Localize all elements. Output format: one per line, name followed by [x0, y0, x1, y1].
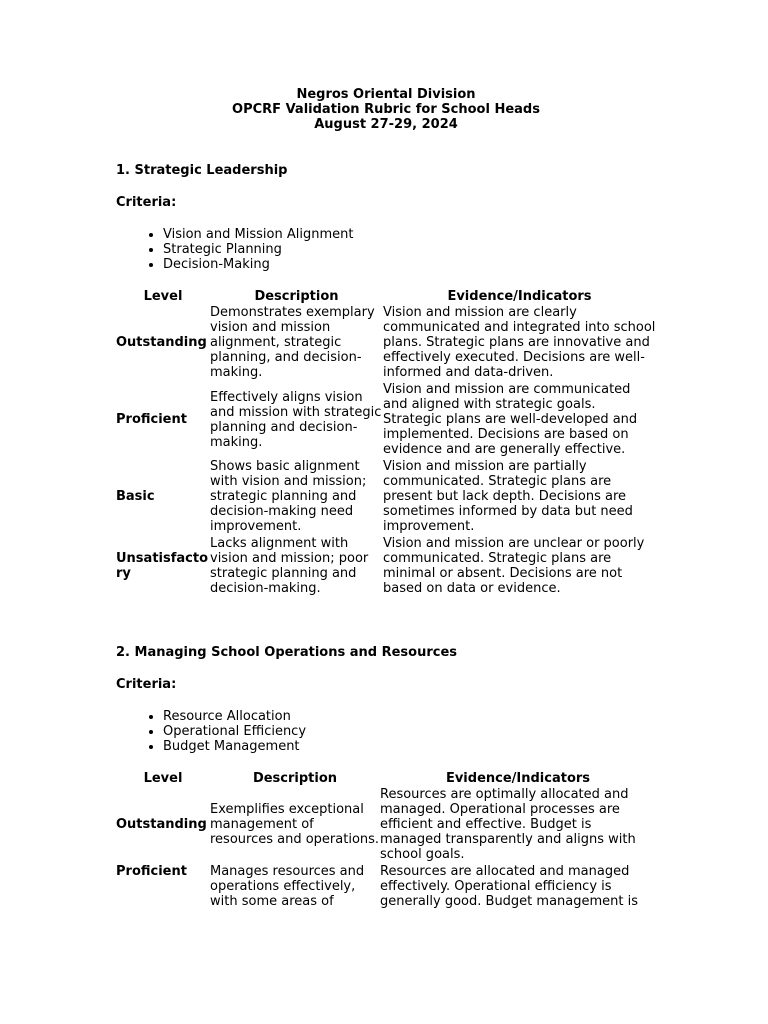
column-header-level: Level: [143, 289, 183, 304]
evidence-cell: Resources are allocated and managed effectively. Operational efficiency is generally good. Budget management is: [380, 864, 639, 909]
criteria-item: • Strategic Planning: [163, 242, 656, 257]
criteria-item: • Vision and Mission Alignment: [163, 227, 656, 242]
section-1-criteria-list: [116, 227, 656, 272]
section-1-criteria-label: Criteria:: [116, 195, 177, 210]
level-cell: Basic: [116, 489, 155, 504]
section-2-criteria-label: Criteria:: [116, 677, 177, 692]
document-page: [116, 87, 656, 911]
criteria-item: • Decision-Making: [163, 257, 656, 272]
evidence-cell: Resources are optimally allocated and managed. Operational processes are efficient and effective. Budget is managed transparently and aligns with school goals.: [380, 787, 636, 862]
table-row: [116, 305, 656, 382]
table-row: [116, 382, 656, 459]
description-cell: Shows basic alignment with vision and mission; strategic planning and decision-making need improvement.: [210, 459, 367, 534]
section-2-rubric-table: [116, 771, 656, 911]
level-cell: Unsatisfactory: [116, 551, 209, 581]
evidence-cell: Vision and mission are unclear or poorly communicated. Strategic plans are minimal or absent. Decisions are not based on data or evidence.: [383, 536, 645, 596]
column-header-description: Description: [254, 289, 339, 304]
table-row: [116, 459, 656, 536]
description-cell: Manages resources and operations effectively, with some areas of: [210, 864, 365, 909]
description-cell: Effectively aligns vision and mission with strategic planning and decision-making.: [210, 389, 382, 450]
description-cell: Lacks alignment with vision and mission; poor strategic planning and decision-making.: [210, 536, 369, 596]
table-row: [116, 864, 656, 911]
section-1-title: 1. Strategic Leadership: [116, 163, 288, 178]
table-row: [116, 787, 656, 864]
criteria-item: • Resource Allocation: [163, 709, 656, 724]
column-header-evidence: Evidence/Indicators: [445, 771, 591, 786]
table-row: [116, 536, 656, 598]
document-header: [116, 87, 656, 132]
rubric-title: OPCRF Validation Rubric for School Heads: [232, 102, 540, 117]
section-1-rubric-table: [116, 289, 656, 598]
evidence-cell: Vision and mission are communicated and aligned with strategic goals. Strategic plans are well-developed and implemented. Decisions are based on evidence and are generally effective.: [383, 382, 638, 457]
level-cell: Outstanding: [116, 335, 207, 350]
level-cell: Proficient: [116, 864, 187, 879]
evidence-cell: Vision and mission are clearly communicated and integrated into school plans. Strategic plans are innovative and effectively executed. Decisions are well-informed and data-driven.: [383, 305, 656, 380]
column-header-evidence: Evidence/Indicators: [447, 289, 592, 304]
table-header-row: [116, 289, 656, 305]
column-header-description: Description: [252, 771, 338, 786]
date-line: August 27-29, 2024: [314, 117, 458, 132]
section-2-title: 2. Managing School Operations and Resources: [116, 645, 458, 660]
table-header-row: [116, 771, 656, 787]
criteria-item: • Operational Efficiency: [163, 724, 656, 739]
level-cell: Proficient: [116, 412, 187, 427]
description-cell: Exemplifies exceptional management of resources and operations.: [210, 802, 380, 847]
criteria-item: • Budget Management: [163, 739, 656, 754]
evidence-cell: Vision and mission are partially communicated. Strategic plans are present but lack depth. Decisions are sometimes informed by data but need improvement.: [383, 459, 633, 534]
description-cell: Demonstrates exemplary vision and mission alignment, strategic planning, and decision-making.: [210, 305, 375, 380]
level-cell: Outstanding: [116, 817, 207, 832]
section-2-criteria-list: [116, 709, 656, 754]
column-header-level: Level: [143, 771, 183, 786]
division-title: Negros Oriental Division: [296, 87, 476, 102]
